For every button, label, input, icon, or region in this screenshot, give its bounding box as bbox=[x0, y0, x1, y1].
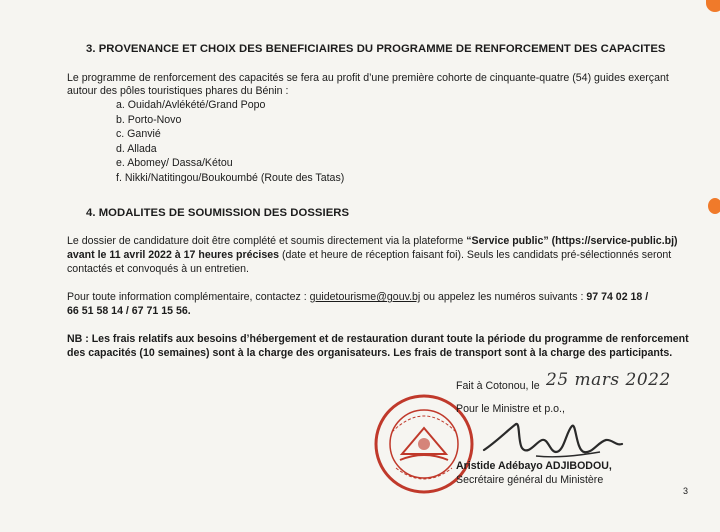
signatory-name: Aristide Adébayo ADJIBODOU, bbox=[456, 460, 612, 472]
orange-dot-top bbox=[706, 0, 720, 12]
contact-paragraph-line1 bbox=[67, 290, 648, 304]
section4-heading: 4. MODALITES DE SOUMISSION DES DOSSIERS bbox=[86, 207, 350, 219]
list-item: b. Porto-Novo bbox=[116, 113, 182, 126]
submission-paragraph-line3: contactés et convoqués à un entretien. bbox=[67, 263, 249, 275]
submission-text: (date et heure de réception faisant foi). Seuls les candidats pré-sélectionnés seront bbox=[279, 249, 672, 261]
signature-for-minister: Pour le Ministre et p.o., bbox=[456, 403, 565, 415]
deadline-text: avant le 11 avril 2022 à 17 heures précises bbox=[67, 249, 280, 261]
submission-paragraph-line2 bbox=[67, 248, 671, 262]
section3-heading: 3. PROVENANCE ET CHOIX DES BENEFICIAIRES DU PROGRAMME DE RENFORCEMENT DES CAPACITES bbox=[86, 43, 666, 55]
signatory-title: Secrétaire général du Ministère bbox=[456, 474, 604, 486]
platform-link-text: “Service public” (https://service-public.bj) bbox=[466, 235, 678, 247]
list-item: c. Ganvié bbox=[116, 128, 161, 141]
list-item: e. Abomey/ Dassa/Kétou bbox=[116, 157, 233, 170]
section3-paragraph-line1: Le programme de renforcement des capacités se fera au profit d’une première cohorte de cinquante-quatre (54) guides exerçant bbox=[67, 72, 669, 84]
submission-text: Le dossier de candidature doit être complété et soumis directement via la plateforme bbox=[67, 235, 467, 247]
contact-paragraph-line2: 66 51 58 14 / 67 71 15 56. bbox=[67, 305, 191, 317]
section3-paragraph-line2: autour des pôles touristiques phares du Bénin : bbox=[67, 85, 289, 97]
submission-paragraph-line1 bbox=[67, 234, 678, 248]
handwritten-signature bbox=[476, 412, 626, 464]
list-item: a. Ouidah/Avlékété/Grand Popo bbox=[116, 99, 266, 111]
list-item: d. Allada bbox=[116, 142, 157, 155]
destinations-list bbox=[116, 98, 344, 186]
phone-number: 97 74 02 18 / bbox=[586, 291, 649, 303]
nb-note-line2: des capacités (10 semaines) sont à la charge des organisateurs. Les frais de transport sont à la charge des participants. bbox=[67, 347, 673, 359]
nb-note-line1: NB : Les frais relatifs aux besoins d’hébergement et de restauration durant toute la période du programme de renforcement bbox=[67, 333, 689, 345]
signature-date: 25 mars 2022 bbox=[546, 370, 671, 390]
signature-place: Fait à Cotonou, le bbox=[456, 380, 540, 392]
page-number: 3 bbox=[683, 486, 689, 496]
list-item: f. Nikki/Natitingou/Boukoumbé (Route des Tatas) bbox=[116, 171, 345, 184]
contact-email-link[interactable]: guidetourisme@gouv.bj bbox=[309, 291, 421, 303]
orange-dot-right bbox=[708, 198, 720, 214]
contact-text: ou appelez les numéros suivants : bbox=[420, 291, 587, 303]
contact-text: Pour toute information complémentaire, contactez : bbox=[67, 291, 310, 303]
